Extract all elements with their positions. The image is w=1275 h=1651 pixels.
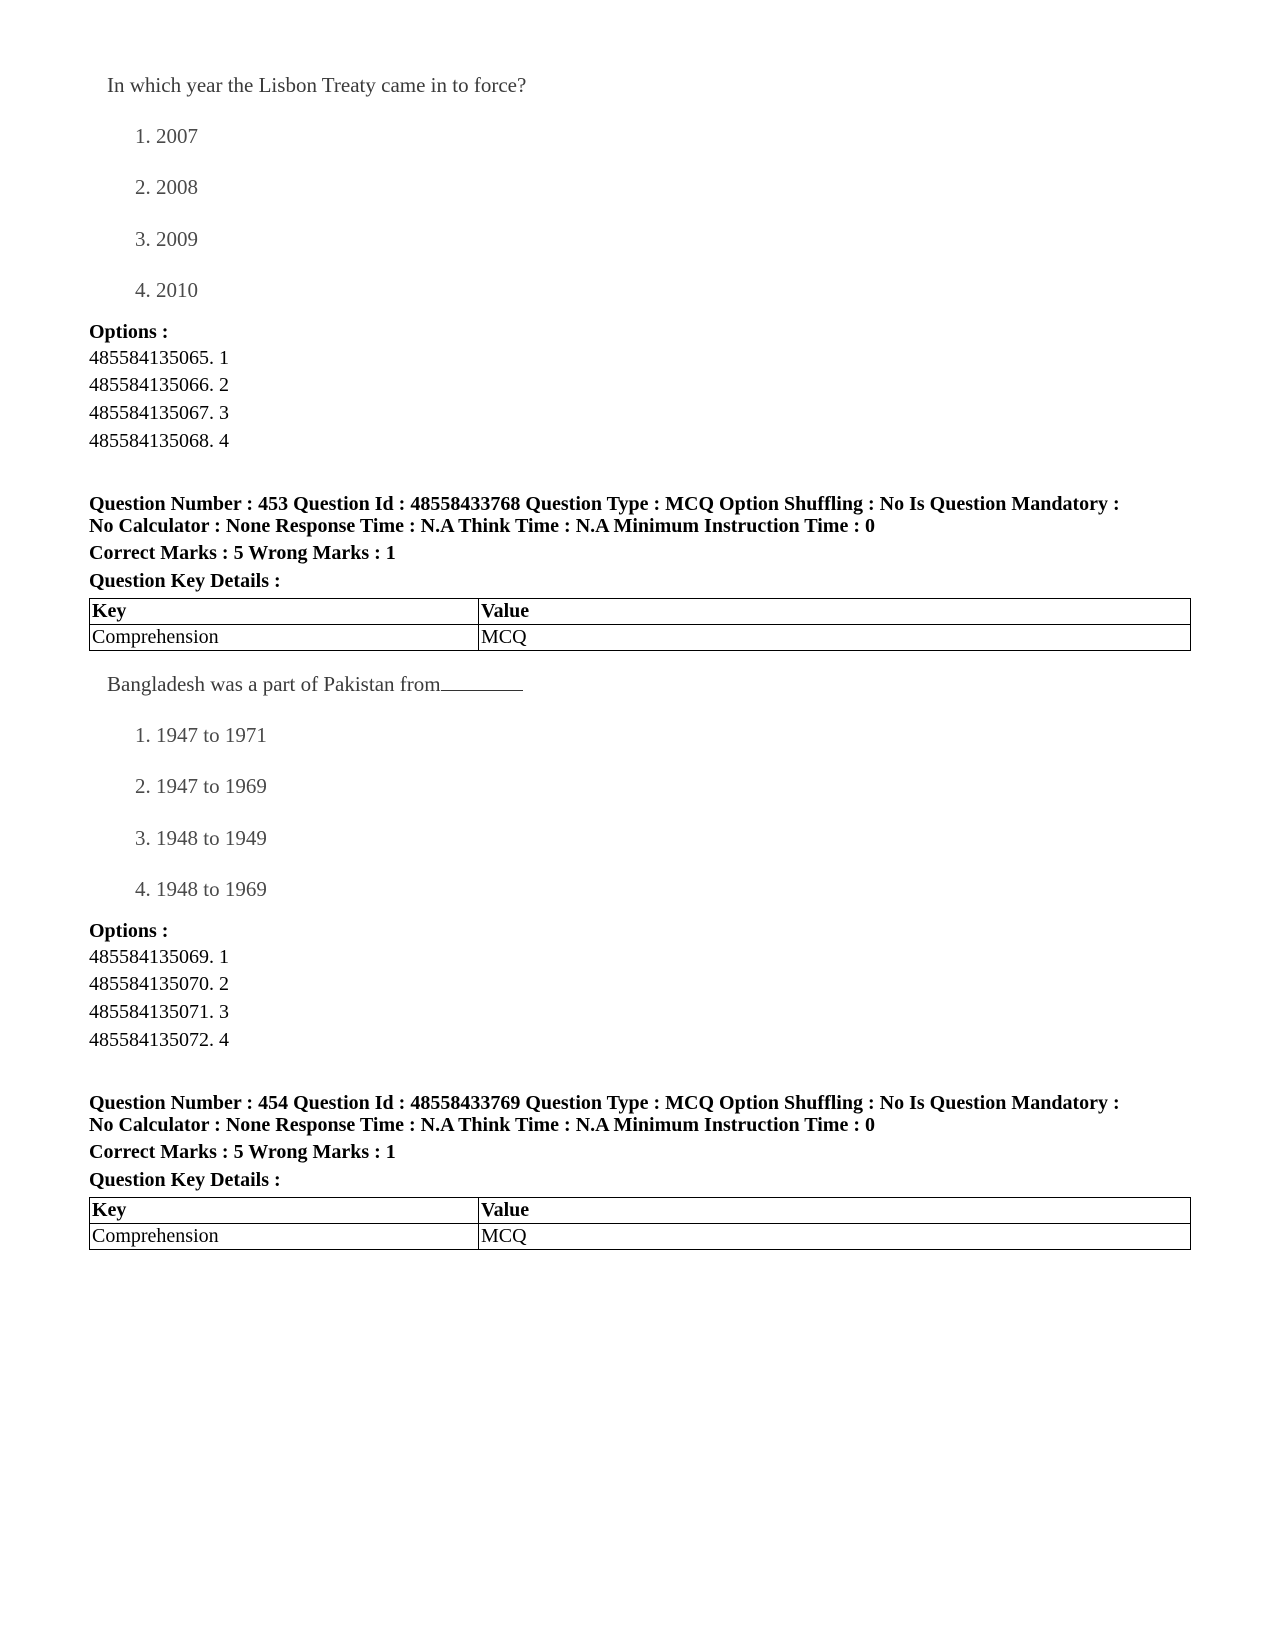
question-meta-line1: Question Number : 453 Question Id : 48558433768 Question Type : MCQ Option Shuffling : No Is Question Mandatory : (89, 493, 1120, 515)
value-cell: MCQ (479, 1224, 1191, 1250)
question-meta-line1: Question Number : 454 Question Id : 48558433769 Question Type : MCQ Option Shuffling : No Is Question Mandatory : (89, 1092, 1120, 1114)
key-cell: Comprehension (90, 625, 479, 651)
key-cell: Comprehension (90, 1224, 479, 1250)
option-line: 485584135068. 4 (89, 430, 229, 452)
value-header: Value (479, 599, 1191, 625)
question-choice: 4. 2010 (135, 278, 198, 302)
key-header: Key (90, 599, 479, 625)
option-line: 485584135069. 1 (89, 946, 229, 968)
question-meta-line2: No Calculator : None Response Time : N.A Think Time : N.A Minimum Instruction Time : 0 (89, 1114, 875, 1136)
table-row (90, 625, 1191, 651)
table-row (90, 1224, 1191, 1250)
value-cell: MCQ (479, 625, 1191, 651)
key-details-table (89, 1197, 1191, 1250)
option-line: 485584135067. 3 (89, 402, 229, 424)
key-details-table (89, 598, 1191, 651)
answer-blank (441, 672, 523, 691)
options-label: Options : (89, 321, 169, 343)
question-choice: 3. 2009 (135, 227, 198, 251)
value-header: Value (479, 1198, 1191, 1224)
question-text: Bangladesh was a part of Pakistan from (107, 672, 441, 696)
question-choice: 2. 1947 to 1969 (135, 774, 267, 798)
key-details-label: Question Key Details : (89, 570, 281, 592)
question-choice: 3. 1948 to 1949 (135, 826, 267, 850)
question-text-wrapper (107, 672, 523, 697)
question-text: In which year the Lisbon Treaty came in to force? (107, 73, 527, 97)
option-line: 485584135065. 1 (89, 347, 229, 369)
table-header-row (90, 599, 1191, 625)
question-choice: 2. 2008 (135, 175, 198, 199)
question-choice: 1. 2007 (135, 124, 198, 148)
option-line: 485584135066. 2 (89, 374, 229, 396)
marks-line: Correct Marks : 5 Wrong Marks : 1 (89, 1141, 396, 1163)
option-line: 485584135070. 2 (89, 973, 229, 995)
option-line: 485584135071. 3 (89, 1001, 229, 1023)
key-header: Key (90, 1198, 479, 1224)
question-choice: 1. 1947 to 1971 (135, 723, 267, 747)
question-meta-line2: No Calculator : None Response Time : N.A Think Time : N.A Minimum Instruction Time : 0 (89, 515, 875, 537)
table-header-row (90, 1198, 1191, 1224)
option-line: 485584135072. 4 (89, 1029, 229, 1051)
marks-line: Correct Marks : 5 Wrong Marks : 1 (89, 542, 396, 564)
key-details-label: Question Key Details : (89, 1169, 281, 1191)
options-label: Options : (89, 920, 169, 942)
question-choice: 4. 1948 to 1969 (135, 877, 267, 901)
